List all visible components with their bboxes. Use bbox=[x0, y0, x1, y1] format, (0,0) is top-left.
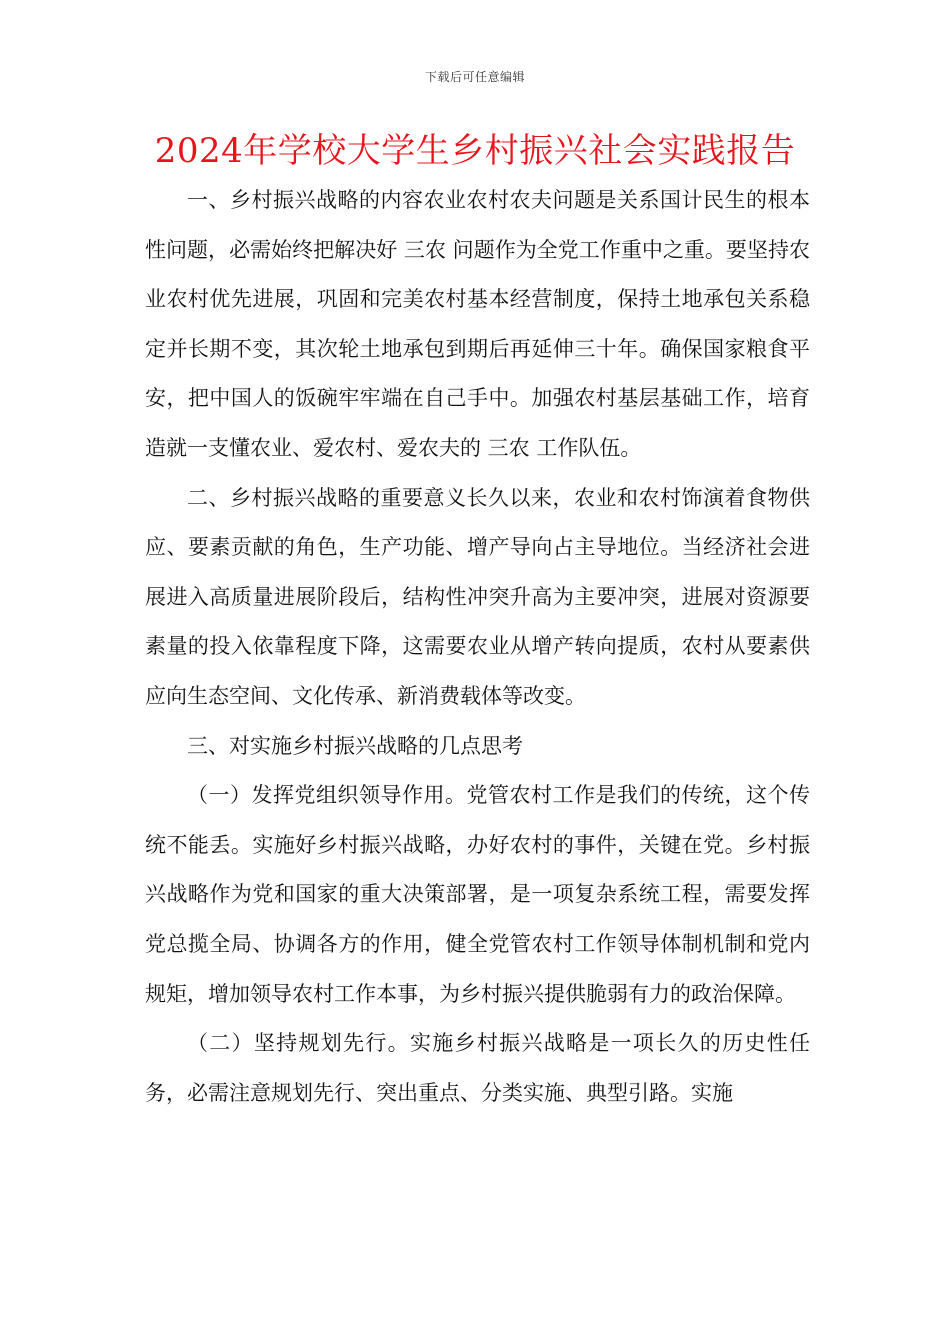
document-body bbox=[145, 176, 810, 1118]
document-title: 2024年学校大学生乡村振兴社会实践报告 bbox=[154, 131, 796, 171]
paragraph-strategy-significance: 二、乡村振兴战略的重要意义长久以来，农业和农村饰演着食物供应、要素贡献的角色，生产功能、增产导向占主导地位。当经济社会进展进入高质量进展阶段后，结构性冲突升高为主要冲突，进展对资源要素量的投入依靠程度下降，这需要农业从增产转向提质，农村从要素供应向生态空间、文化传承、新消费载体等改变。 bbox=[145, 485, 810, 708]
paragraph-strategy-content: 一、乡村振兴战略的内容农业农村农夫问题是关系国计民生的根本性问题，必需始终把解决好 三农 问题作为全党工作重中之重。要坚持农业农村优先进展，巩固和完美农村基本经营制度，保持土地承包关系稳定并长期不变，其次轮土地承包到期后再延伸三十年。确保国家粮食平安，把中国人的饭碗牢牢端在自己手中。加强农村基层基础工作，培育造就一支懂农业、爱农村、爱农夫的 三农 工作队伍。 bbox=[145, 188, 810, 460]
paragraph-thoughts-heading: 三、对实施乡村振兴战略的几点思考 bbox=[187, 733, 523, 758]
download-note: 下载后可任意编辑 bbox=[424, 70, 525, 84]
paragraph-party-leadership: （一）发挥党组织领导作用。党管农村工作是我们的传统，这个传统不能丢。实施好乡村振兴战略，办好农村的事件，关键在党。乡村振兴战略作为党和国家的重大决策部署，是一项复杂系统工程，需要发挥党总揽全局、协调各方的作用，健全党管农村工作领导体制机制和党内规矩，增加领导农村工作本事，为乡村振兴提供脆弱有力的政治保障。 bbox=[145, 783, 810, 1006]
paragraph-planning-first: （二）坚持规划先行。实施乡村振兴战略是一项长久的历史性任务，必需注意规划先行、突出重点、分类实施、典型引路。实施 bbox=[145, 1031, 810, 1105]
